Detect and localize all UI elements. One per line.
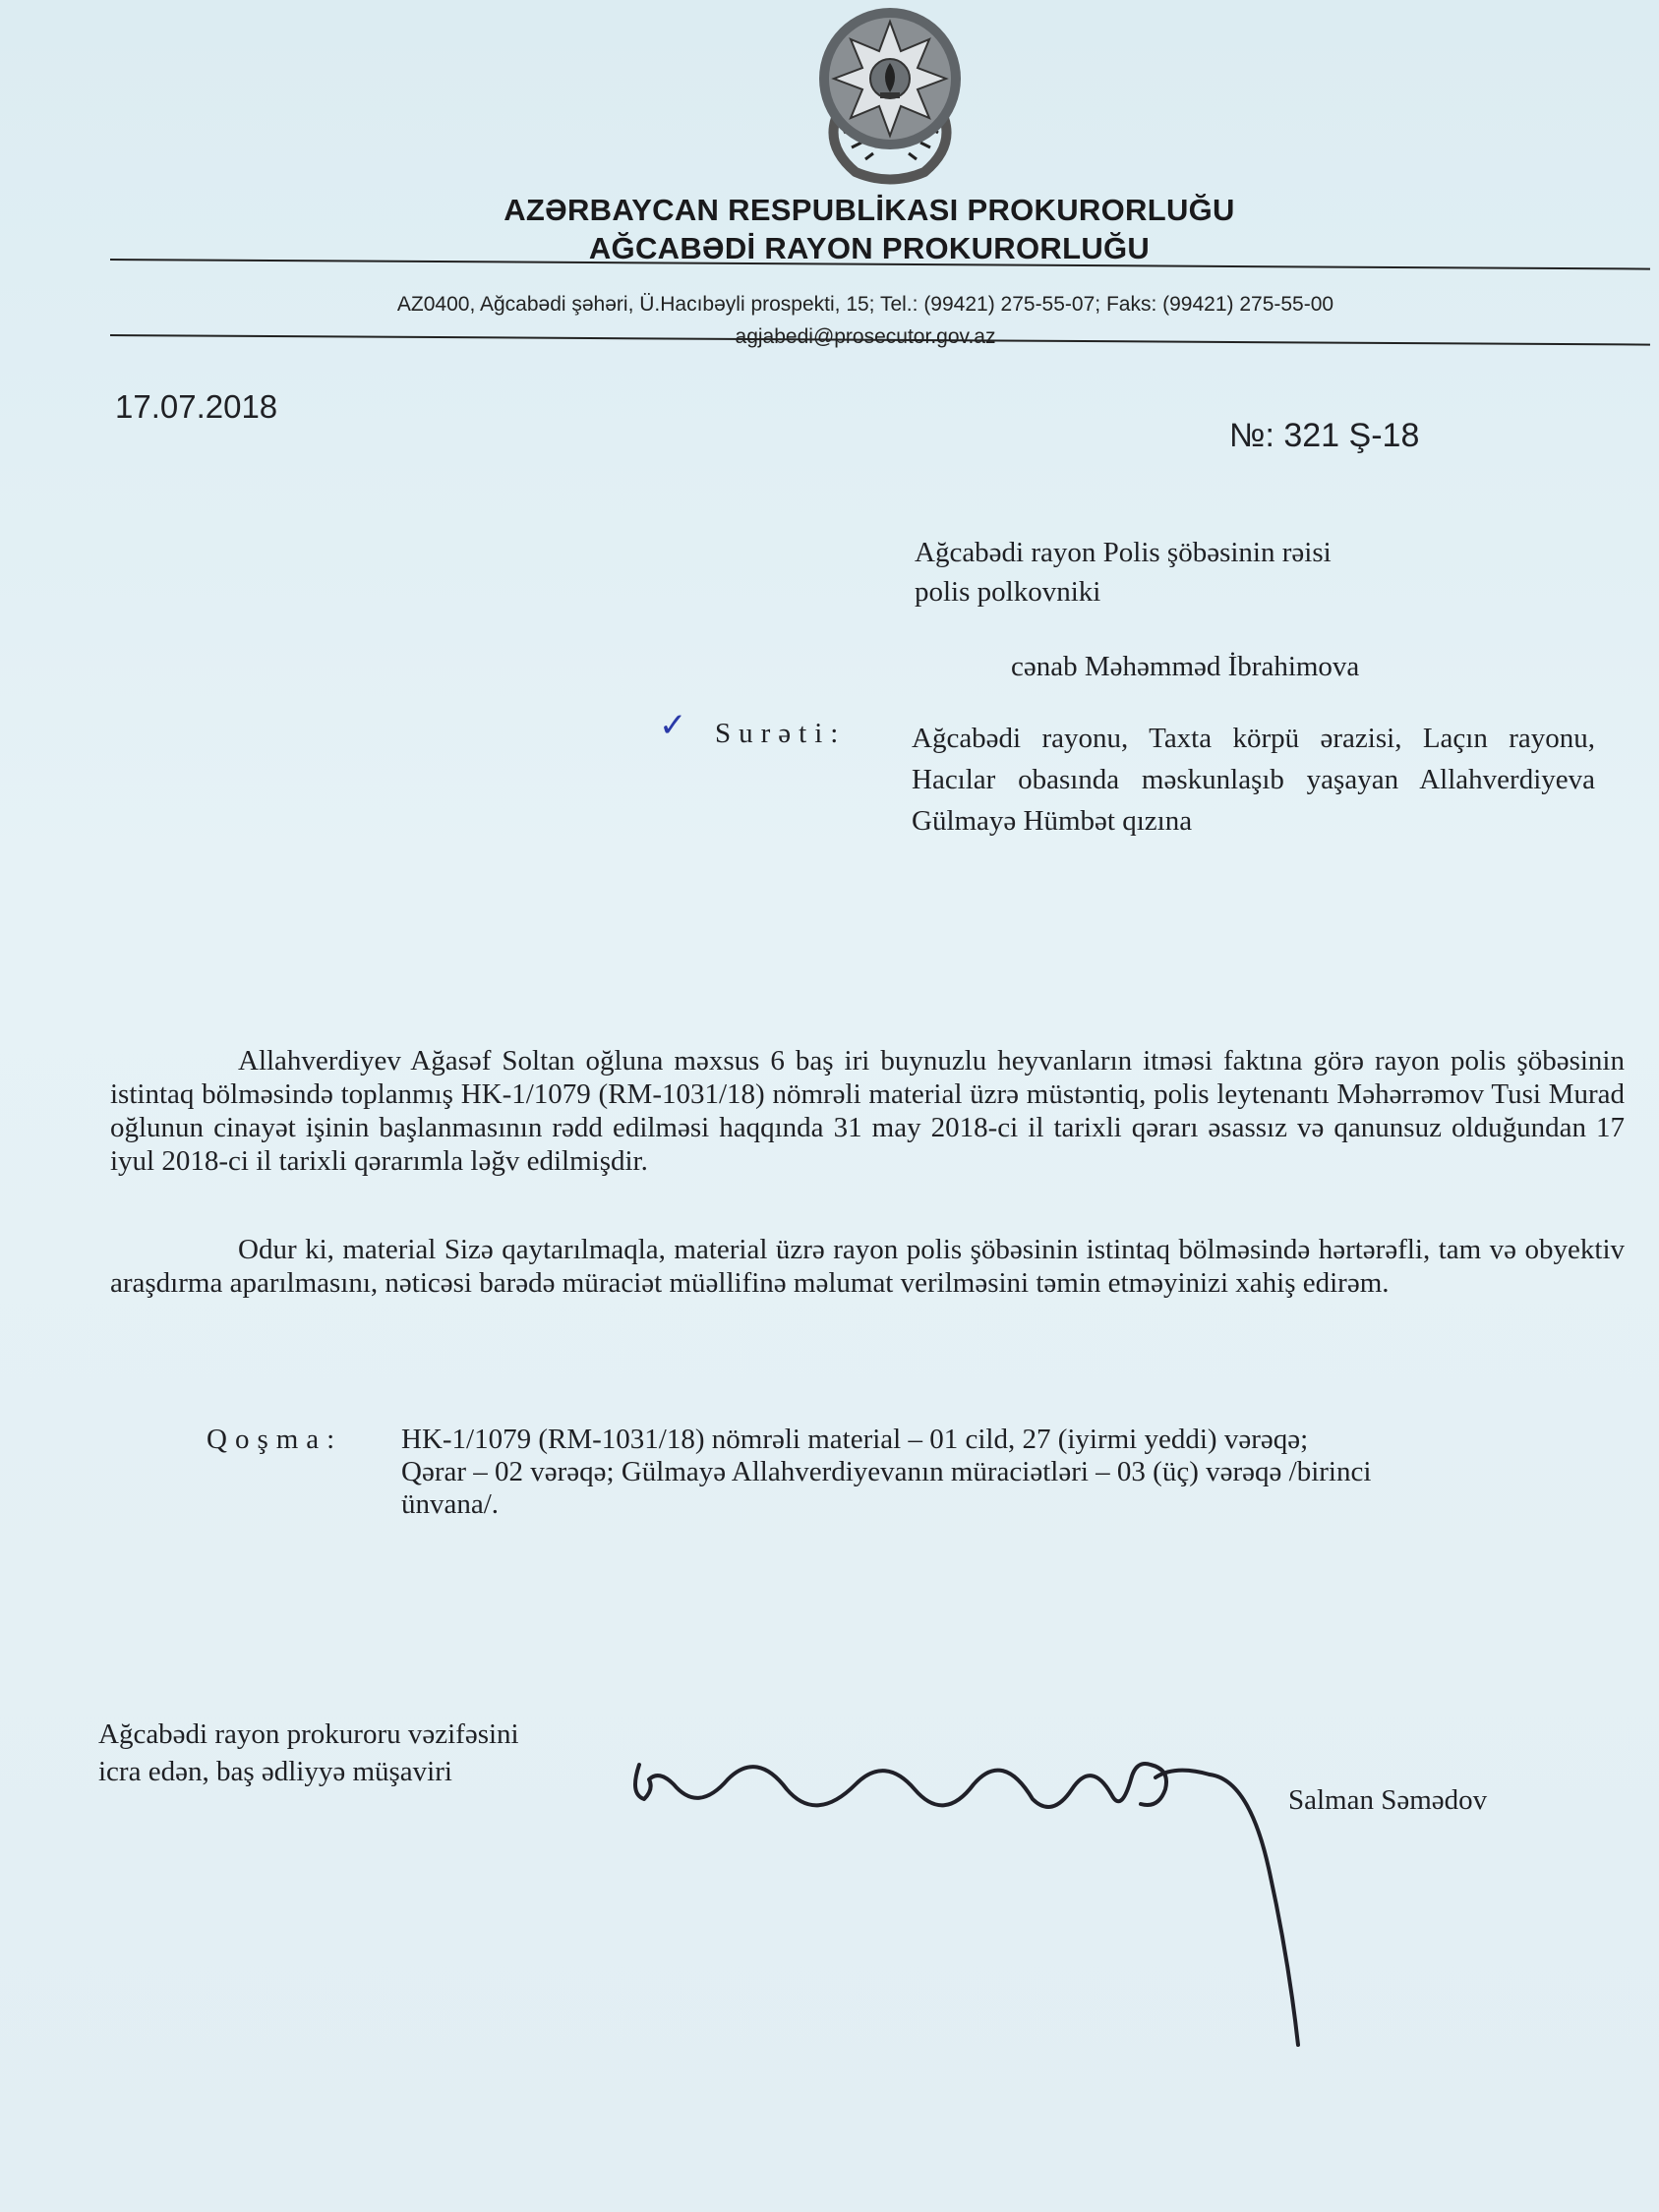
attachment-label: Qoşma:: [207, 1424, 343, 1455]
body-paragraph-1: Allahverdiyev Ağasəf Soltan oğluna məxsus 6 baş iri buynuzlu heyvanların itməsi faktına görə rayon polis şöbəsinin istintaq bölməsində toplanmış HK-1/1079 (RM-1031/18) nömrəli material üzrə müstəntiq, polis leytenantı Məhərrəmov Tusi Murad oğlunun cinayət işinin başlanmasının rədd edilməsi haqqında 31 may 2018-ci il tarixli qərarı əsassız və qanunsuz olduğundan 17 iyul 2018-ci il tarixli qərarımla ləğv edilmişdir.: [110, 1045, 1625, 1177]
letter-number: №: 321 Ş-18: [1229, 417, 1420, 454]
copy-text: Ağcabədi rayonu, Taxta körpü ərazisi, Laçın rayonu, Hacılar obasında məskunlaşıb yaşayan Allahverdiyeva Gülmayə Hümbət qızına: [912, 723, 1595, 837]
copy-label: Surəti:: [715, 718, 847, 749]
header-line1: AZƏRBAYCAN RESPUBLİKASI PROKURORLUĞU: [504, 193, 1235, 227]
header-address: AZ0400, Ağcabədi şəhəri, Ü.Hacıbəyli prospekti, 15; Tel.: (99421) 275-55-07; Faks: (99421) 275-55-00: [396, 293, 1334, 316]
recipient-line3: cənab Məhəmməd İbrahimova: [1011, 651, 1360, 682]
signatory-role: [98, 1716, 519, 1790]
recipient-line1: Ağcabədi rayon Polis şöbəsinin rəisi: [915, 537, 1332, 568]
recipient-line2: polis polkovniki: [915, 576, 1101, 608]
check-mark-icon: ✓: [659, 706, 687, 745]
signatory-role-line1: Ağcabədi rayon prokuroru vəzifəsini: [98, 1718, 519, 1750]
signatory-name: Salman Səmədov: [1288, 1784, 1488, 1816]
attachment-line2: Qərar – 02 vərəqə; Gülmayə Allahverdiyevanın müraciətləri – 03 (üç) vərəqə /birinci: [401, 1456, 1372, 1487]
state-emblem-icon: [797, 0, 983, 187]
letter-date: 17.07.2018: [115, 388, 278, 425]
handwritten-signature: [620, 1740, 1308, 2065]
header-line2: AĞCABƏDİ RAYON PROKURORLUĞU: [588, 231, 1151, 265]
body-paragraph-2: Odur ki, material Sizə qaytarılmaqla, material üzrə rayon polis şöbəsinin istintaq bölməsində hərtərəfli, tam və obyektiv araşdırma aparılmasını, nəticəsi barədə müraciət müəllifinə məlumat verilməsini təmin etməyinizi xahiş edirəm.: [110, 1234, 1625, 1299]
header-email: agjabedi@prosecutor.gov.az: [735, 325, 996, 348]
attachment-line1: HK-1/1079 (RM-1031/18) nömrəli material – 01 cild, 27 (iyirmi yeddi) vərəqə;: [401, 1424, 1309, 1455]
attachment-text: [401, 1424, 1621, 1521]
signatory-role-line2: icra edən, baş ədliyyə müşaviri: [98, 1756, 452, 1787]
attachment-line3: ünvana/.: [401, 1488, 500, 1520]
